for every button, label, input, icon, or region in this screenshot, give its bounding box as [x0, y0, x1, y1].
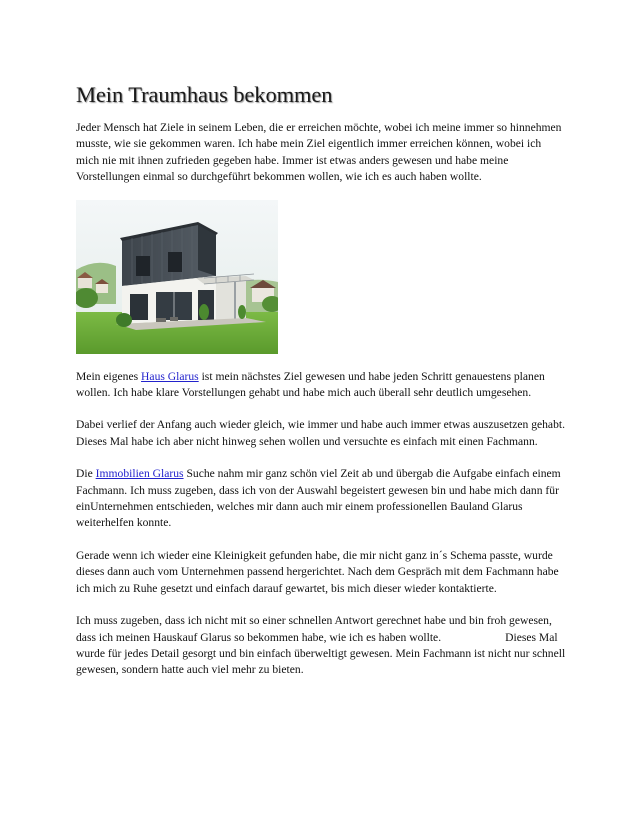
paragraph-kleinigkeit: Gerade wenn ich wieder eine Kleinigkeit gefunden habe, die mir nicht ganz in´s Schema passte, wurde dieses dann auch vom Unternehmen passend hergerichtet. Nach dem Gespräch mit dem Fachmann habe ich mich zu Ruhe gesetzt und einfach darauf gewartet, bis mich dieser wieder kontaktierte. [76, 548, 559, 595]
immobilien-glarus-link[interactable]: Immobilien Glarus [95, 467, 184, 481]
paragraph-text: ist mein nächstes Ziel gewesen und habe jeden Schritt genauestens planen wollen. Ich habe klare Vorstellungen gehabt und habe mich auch überall sehr deutlich umgesehen. [76, 369, 545, 400]
paragraph-haus-glarus [76, 369, 566, 402]
paragraph-text: Mein eigenes [76, 369, 142, 383]
haus-glarus-link[interactable]: Haus Glarus [141, 369, 199, 383]
house-photo [76, 200, 278, 354]
paragraph-text: Ich muss zugeben, dass ich nicht mit so einer schnellen Antwort gerechnet habe und bin froh gewesen, dass ich meinen Hauskauf Glarus so bekommen habe, wie ich es haben wollte. [76, 614, 552, 644]
paragraph-text: Suche nahm mir ganz schön viel Zeit ab und übergab die Aufgabe einfach einem Fachmann. Ich muss zugeben, dass ich von der Auswahl begeistert gewesen bin und habe mich dann für einUnternehmen entschieden, welches mir dann auch mir einem professionellen Bauland Glarus weiterhelfen konnte. [76, 467, 561, 530]
page-title: Mein Traumhaus bekommen [76, 82, 333, 107]
paragraph-text: Die [76, 467, 96, 481]
paragraph-zugeben [76, 613, 566, 679]
intro-paragraph: Jeder Mensch hat Ziele in seinem Leben, die er erreichen möchte, wobei ich meine immer so hinnehmen musste, wie sie gekommen waren. Ich habe mein Ziel eigentlich immer erreichen können, wobei ich mich nie mit ihnen zufrieden gegeben habe. Immer ist etwas anders gewesen und habe meine Vorstellungen einmal so durchgeführt bekommen wollen, wie ich es auch haben wollte. [76, 121, 562, 184]
paragraph-anfang: Dabei verlief der Anfang auch wieder gleich, wie immer und habe auch immer etwas auszusetzen gehabt. Dieses Mal habe ich aber nicht hinweg sehen wollen und versuchte es einfach mit einen Fachmann. [76, 418, 565, 448]
paragraph-immobilien [76, 466, 566, 532]
paragraph-text: Dieses Mal wurde für jedes Detail gesorgt und bin einfach überweltigt gewesen. Mein Fachmann ist nicht nur schnell gewesen, sondern hatte auch viel mehr zu bieten. [76, 630, 566, 677]
document-page [76, 82, 566, 695]
